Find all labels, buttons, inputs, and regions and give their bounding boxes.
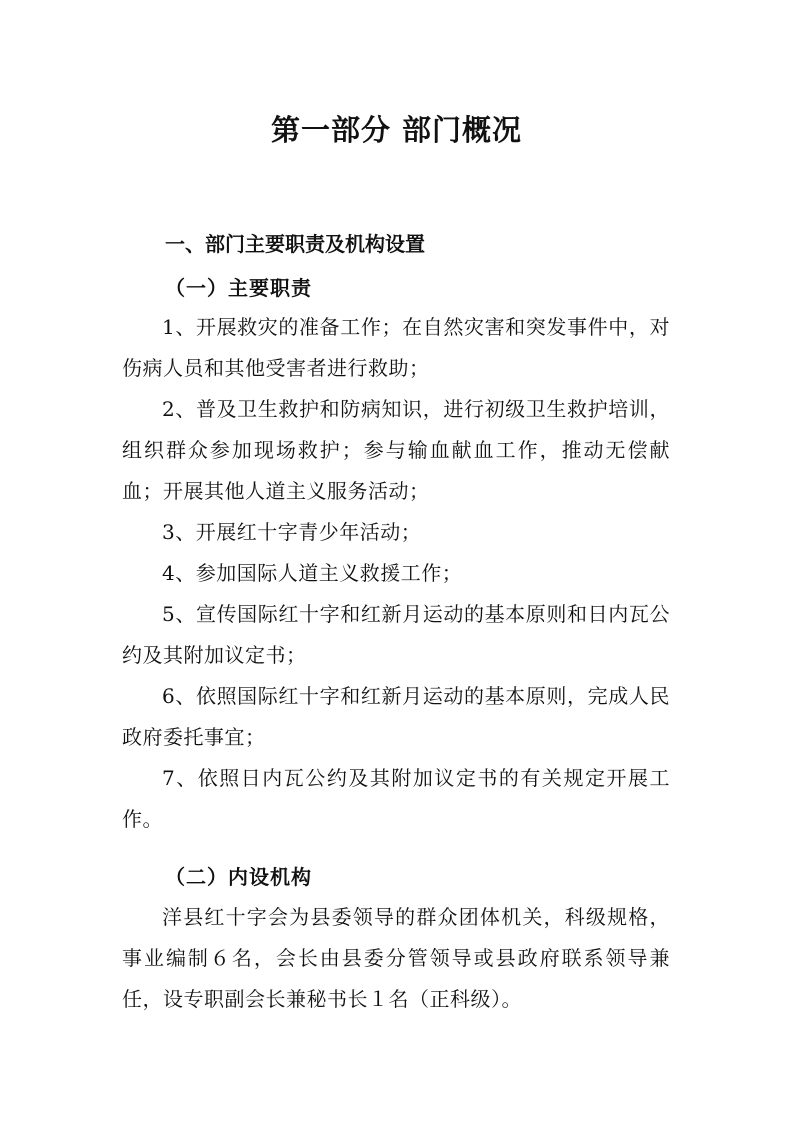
duty-item-3: 3、开展红十字青少年活动； <box>162 520 422 544</box>
duty-item-1: 1、开展救灾的准备工作；在自然灾害和突发事件中，对伤病人员和其他受害者进行救助； <box>122 315 670 380</box>
institution-paragraph: 洋县红十字会为县委领导的群众团体机关，科级规格，事业编制６名，会长由县委分管领导或县政府联系领导兼任，设专职副会长兼秘书长１名（正科级）。 <box>122 905 670 1011</box>
section-heading-duties-and-structure: 一、部门主要职责及机构设置 <box>165 232 425 256</box>
duty-item-5: 5、宣传国际红十字和红新月运动的基本原则和日内瓦公约及其附加议定书； <box>122 602 670 667</box>
subsection-heading-internal-institutions: （二）内设机构 <box>165 865 312 889</box>
subsection-heading-main-duties: （一）主要职责 <box>165 276 312 300</box>
duty-item-2: 2、普及卫生救护和防病知识，进行初级卫生救护培训，组织群众参加现场救护；参与输血献血工作，推动无偿献血；开展其他人道主义服务活动； <box>122 397 670 503</box>
duties-list <box>122 307 670 840</box>
duty-item-6: 6、依照国际红十字和红新月运动的基本原则，完成人民政府委托事宜； <box>122 684 670 749</box>
duty-item-4: 4、参加国际人道主义救援工作； <box>162 561 463 585</box>
duty-item-7: 7、依照日内瓦公约及其附加议定书的有关规定开展工作。 <box>122 766 670 831</box>
page-title: 第一部分 部门概况 <box>270 113 523 147</box>
institution-section <box>122 897 670 1020</box>
